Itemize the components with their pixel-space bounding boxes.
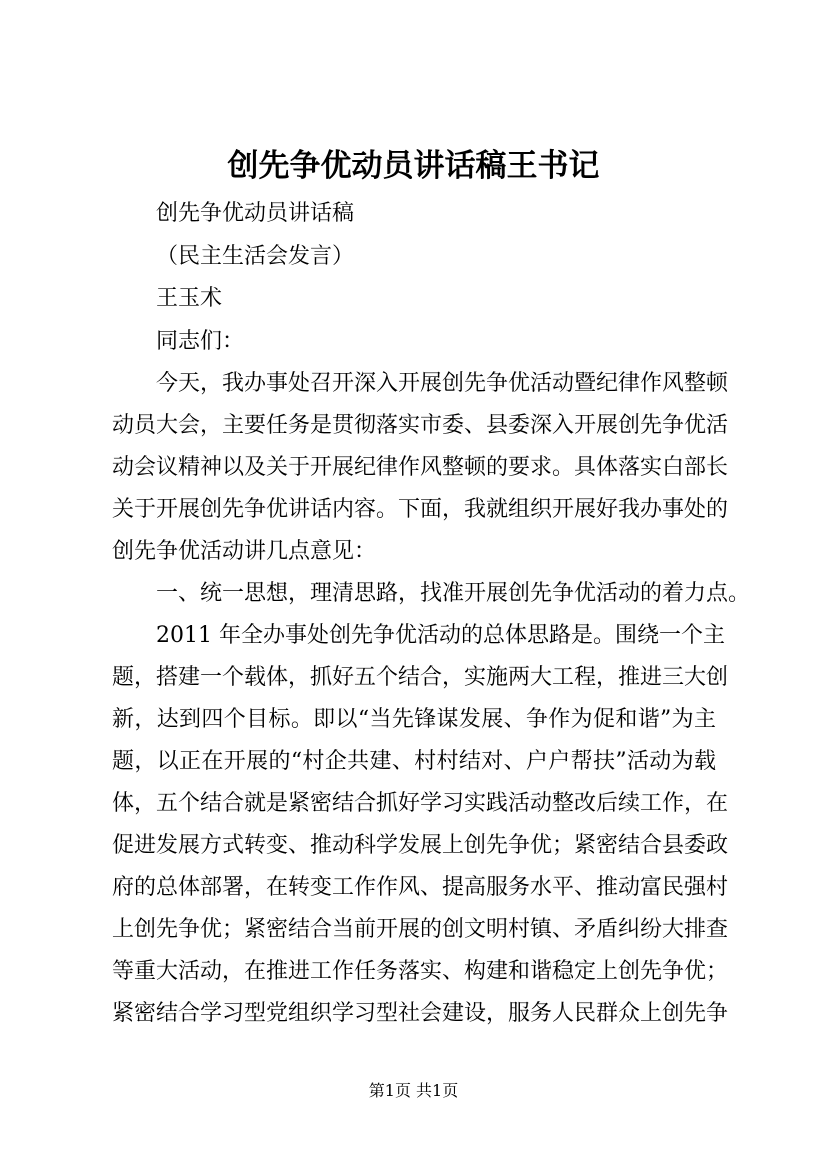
paragraph-line: 促进发展方式转变、推动科学发展上创先争优；紧密结合县委政	[112, 833, 729, 858]
section-heading: 一、统一思想，理清思路，找准开展创先争优活动的着力点。	[156, 581, 751, 606]
paragraph-line: 上创先争优；紧密结合当前开展的创文明村镇、矛盾纠纷大排查	[112, 917, 729, 942]
paragraph-line: 紧密结合学习型党组织学习型社会建设，服务人民群众上创先争	[112, 1001, 729, 1026]
paragraph-line: 题，以正在开展的“村企共建、村村结对、户户帮扶”活动为载	[112, 749, 716, 774]
paragraph-line: 府的总体部署，在转变工作作风、提高服务水平、推动富民强村	[112, 875, 729, 900]
subtitle-line: 创先争优动员讲话稿	[156, 201, 355, 226]
paragraph-line: 2011 年全办事处创先争优活动的总体思路是。围绕一个主	[156, 623, 725, 648]
document-title: 创先争优动员讲话稿王书记	[227, 148, 600, 184]
paragraph-line: 动员大会，主要任务是贯彻落实市委、县委深入开展创先争优活	[112, 413, 729, 438]
paragraph-line: 等重大活动，在推进工作任务落实、构建和谐稳定上创先争优；	[112, 959, 729, 984]
page-number-footer: 第1页 共1页	[368, 1081, 459, 1100]
paragraph-line: 创先争优活动讲几点意见：	[112, 539, 377, 564]
paragraph-line: 题，搭建一个载体，抓好五个结合，实施两大工程，推进三大创	[112, 665, 729, 690]
paragraph-line: 关于开展创先争优讲话内容。下面，我就组织开展好我办事处的	[112, 497, 729, 522]
subtitle-note-line: （民主生活会发言）	[156, 244, 355, 269]
paragraph-line: 今天，我办事处召开深入开展创先争优活动暨纪律作风整顿	[156, 371, 729, 396]
paragraph-line: 新，达到四个目标。即以“当先锋谋发展、争作为促和谐”为主	[112, 707, 716, 732]
author-line: 王玉术	[156, 286, 223, 311]
salutation-line: 同志们：	[156, 329, 245, 354]
paragraph-line: 体，五个结合就是紧密结合抓好学习实践活动整改后续工作，在	[112, 791, 729, 816]
paragraph-line: 动会议精神以及关于开展纪律作风整顿的要求。具体落实白部长	[112, 455, 729, 480]
